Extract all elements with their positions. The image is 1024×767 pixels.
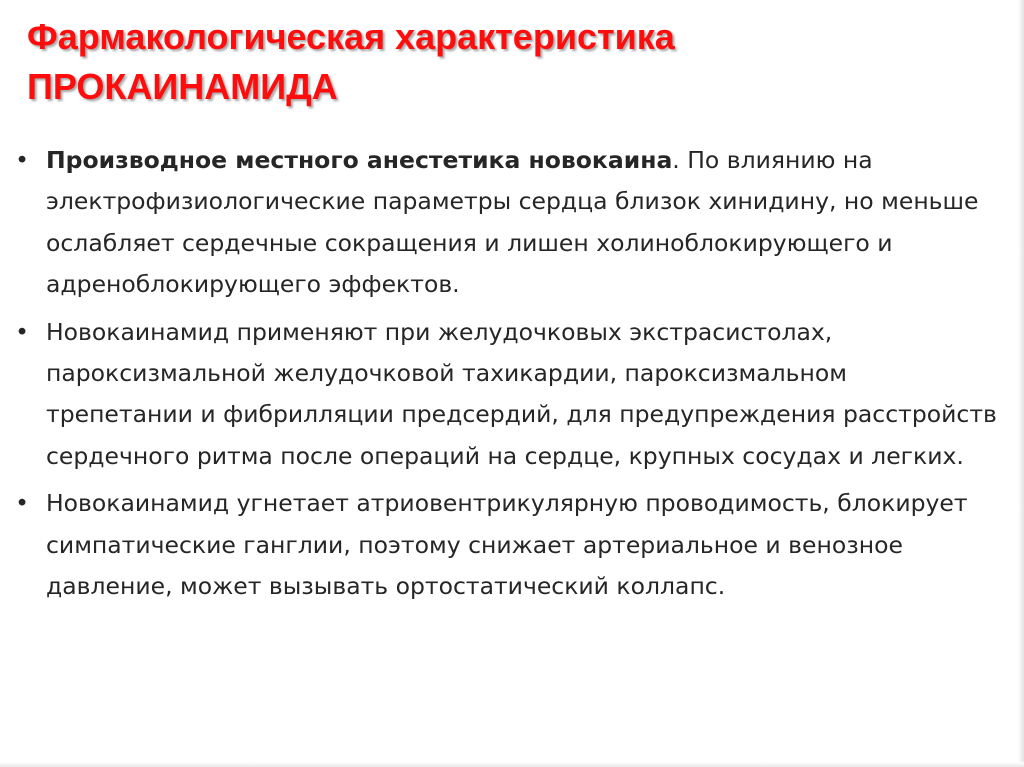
slide-title-line-2: ПРОКАИНАМИДА [27, 66, 338, 107]
bullet-item [12, 140, 997, 306]
bullet-text: Новокаинамид угнетает атриовентрикулярную проводимость, блокирует симпатические ганглии, поэтому снижает артериальное и венозное давление, может вызывать ортостатический коллапс. [46, 489, 968, 601]
bullet-item [12, 312, 997, 478]
slide-title [27, 12, 987, 112]
bullet-dot-icon: • [15, 489, 29, 518]
bullet-text: Новокаинамид применяют при желудочковых экстрасистолах, пароксизмальной желудочковой тахикардии, пароксизмальном трепетании и фибрилляции предсердий, для предупреждения расстройств сердечного ритма после операций на сердце, крупных сосудах и легких. [46, 317, 997, 470]
bullet-dot-icon: • [15, 146, 29, 174]
slide-title-line-1: Фармакологическая характеристика [27, 16, 675, 57]
bullet-bold-text: Производное местного анестетика новокаина [46, 146, 673, 174]
bullet-list [12, 140, 997, 613]
bullet-item [12, 483, 997, 607]
slide-edge-shadow-bottom [0, 762, 1024, 767]
bullet-dot-icon: • [15, 317, 29, 346]
bullet-text: . По влиянию на электрофизиологические параметры сердца близок хинидину, но меньше ослабляет сердечные сокращения и лишен холиноблокирующего и адреноблокирующего эффектов. [46, 146, 979, 299]
slide-edge-shadow-right [1018, 0, 1024, 767]
